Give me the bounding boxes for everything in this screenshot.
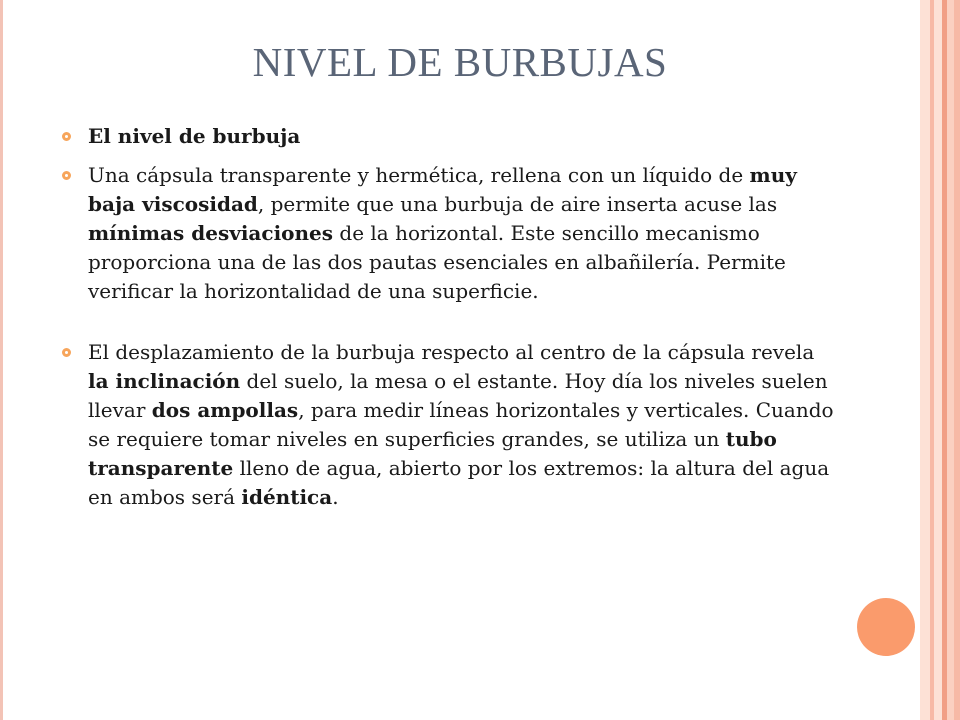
bullet-icon: [62, 132, 71, 141]
bold-term: dos ampollas: [151, 398, 299, 422]
bullet-icon: [62, 171, 71, 180]
bullet-heading: [60, 122, 840, 151]
bold-term: mínimas desviaciones: [88, 221, 334, 245]
text-segment: , para medir líneas horizontales y verticales. Cuando se requiere tomar niveles en superficies grandes, se utiliza un: [88, 398, 834, 451]
bullet-description: [60, 161, 840, 306]
text-segment: de la horizontal. Este sencillo mecanismo proporciona una de las dos pautas esenciales en albañilería. Permite verificar la horizontalidad de una superficie.: [88, 221, 786, 303]
stripe: [934, 0, 942, 720]
text-segment: , permite que una burbuja de aire inserta acuse las: [257, 192, 778, 216]
text-segment: .: [332, 485, 339, 509]
decorative-side-stripes: [920, 0, 960, 720]
text-segment: lleno de agua, abierto por los extremos: la altura del agua en ambos será: [88, 456, 830, 509]
text-segment: Una cápsula transparente y hermética, rellena con un líquido de: [88, 163, 750, 187]
stripe: [920, 0, 930, 720]
slide-title: NIVEL DE BURBUJAS: [252, 39, 668, 85]
bold-term: idéntica: [241, 485, 333, 509]
bullet-list: [60, 122, 840, 512]
stripe: [947, 0, 954, 720]
bold-term: la inclinación: [88, 369, 241, 393]
bold-term: tubo transparente: [88, 427, 777, 480]
bullet-explanation: [60, 338, 840, 512]
decorative-circle: [857, 598, 915, 656]
bullet-icon: [62, 348, 71, 357]
text-segment: del suelo, la mesa o el estante. Hoy día los niveles suelen llevar: [88, 369, 828, 422]
left-border-line: [0, 0, 3, 720]
bullet-heading-text: El nivel de burbuja: [88, 124, 301, 148]
bold-term: muy baja viscosidad: [88, 163, 797, 216]
text-segment: El desplazamiento de la burbuja respecto al centro de la cápsula revela: [88, 340, 815, 364]
stripe: [954, 0, 960, 720]
